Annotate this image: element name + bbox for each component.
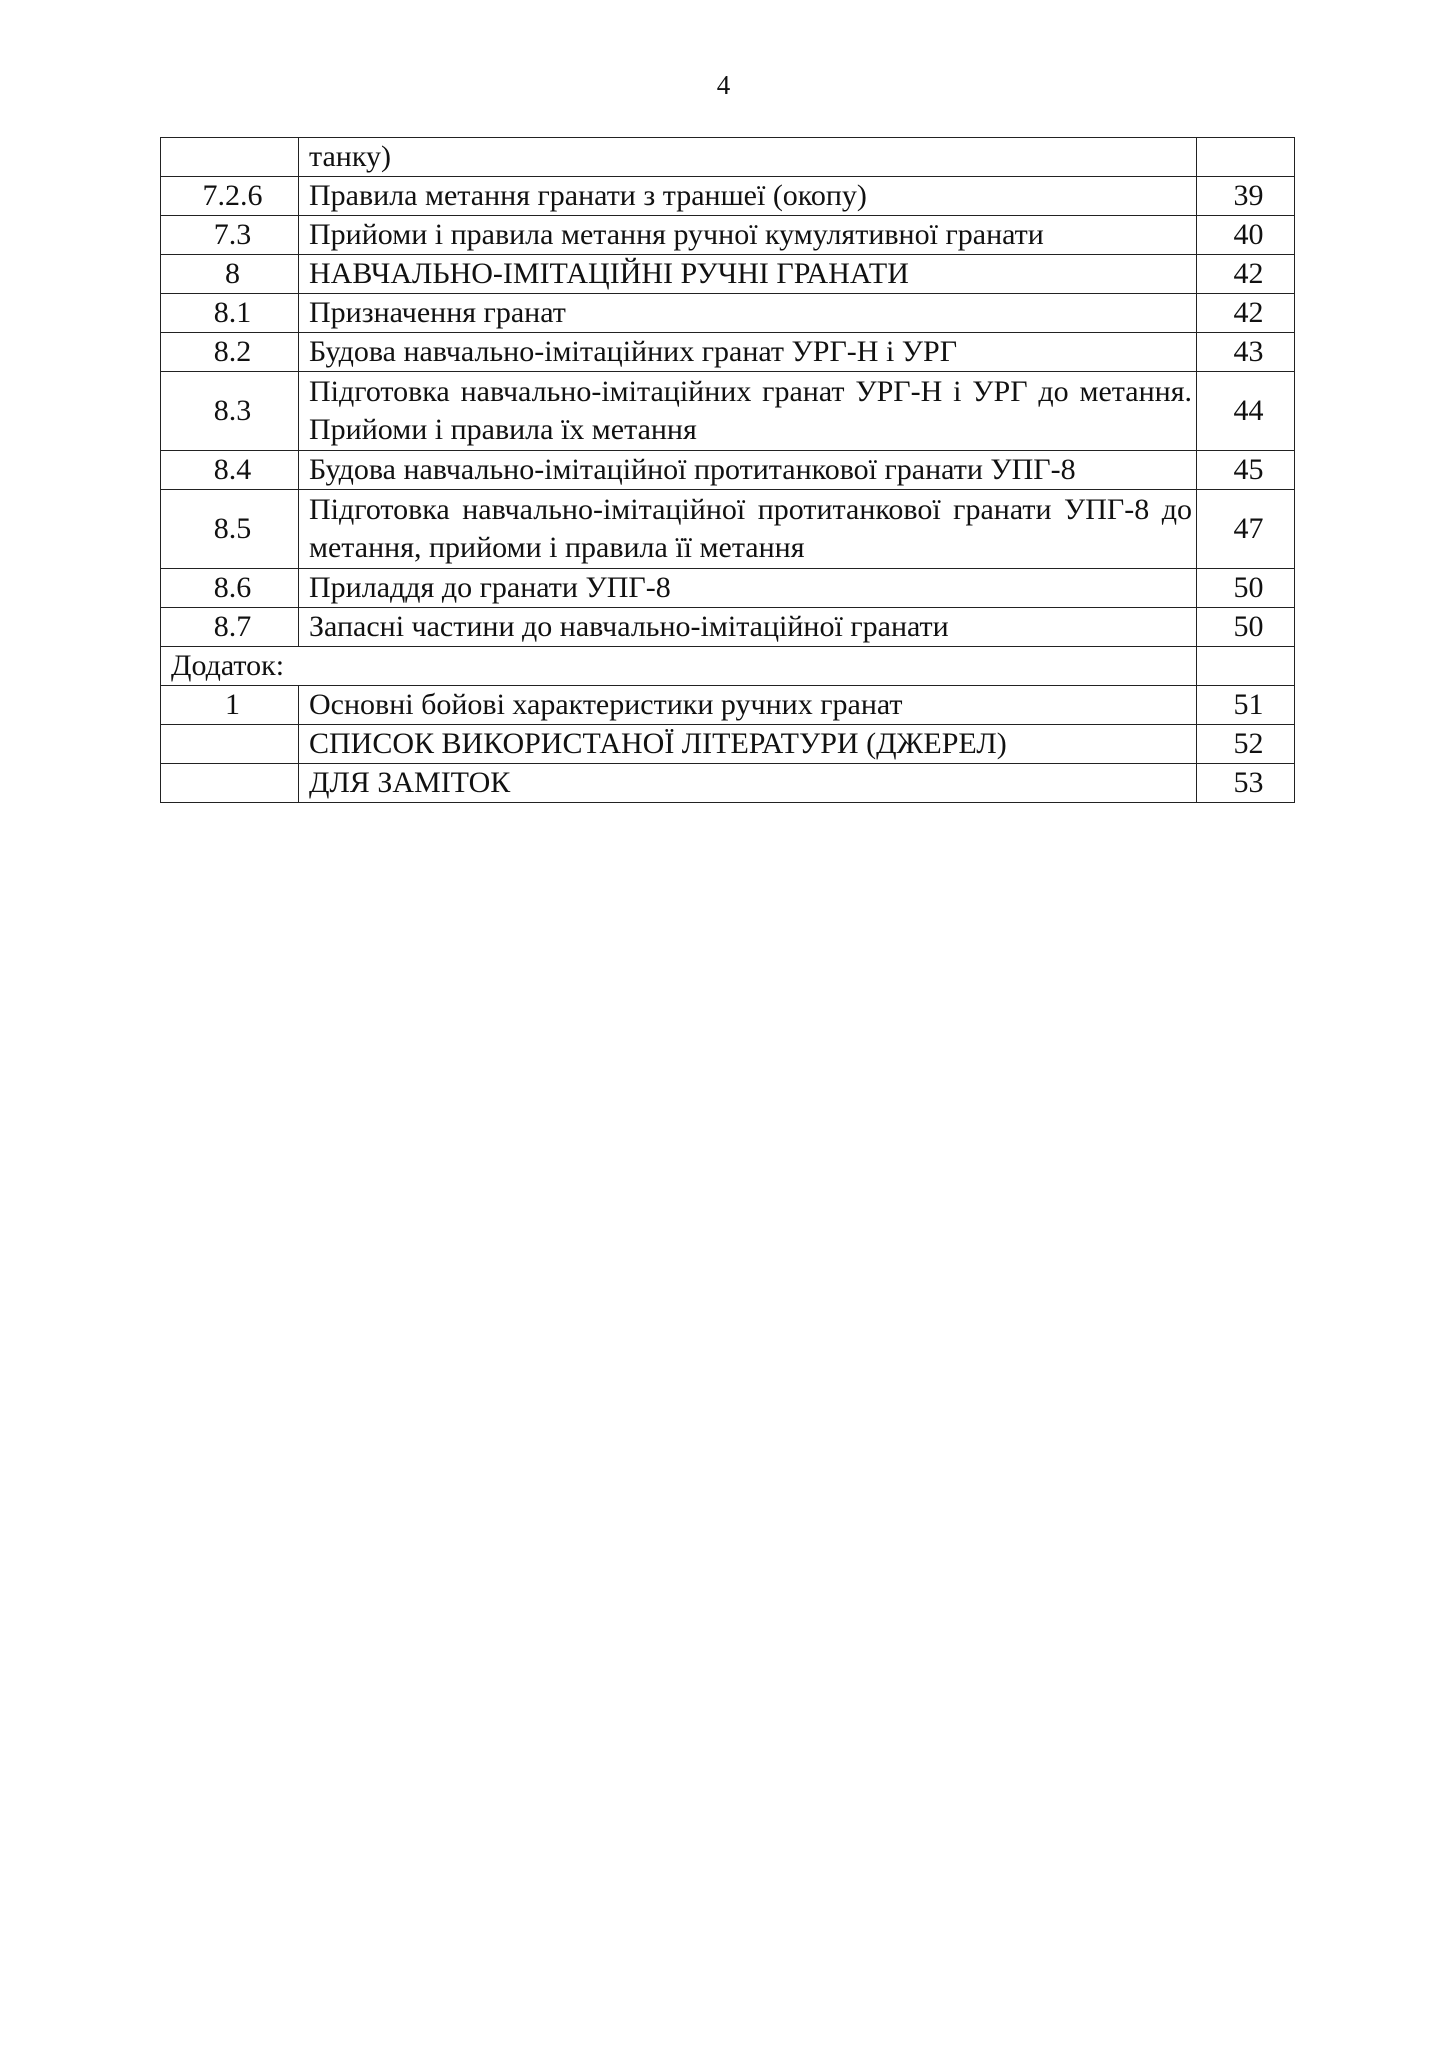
page-ref: 43: [1197, 333, 1295, 372]
toc-row: [161, 333, 1295, 372]
toc-row: [161, 216, 1295, 255]
toc-row: [161, 764, 1295, 803]
section-title: Приладдя до гранати УПГ-8: [299, 569, 1197, 608]
section-number: 8.1: [161, 294, 299, 333]
appendix-label: Додаток:: [161, 647, 1197, 686]
page-ref: 42: [1197, 294, 1295, 333]
page-ref: 45: [1197, 451, 1295, 490]
page-ref: 47: [1197, 490, 1295, 569]
page-ref: 42: [1197, 255, 1295, 294]
section-title: Правила метання гранати з траншеї (окопу): [299, 177, 1197, 216]
page-number: 4: [716, 70, 731, 100]
section-title: Будова навчально-імітаційних гранат УРГ-Н і УРГ: [299, 333, 1197, 372]
toc-row: [161, 490, 1295, 569]
section-number: [161, 725, 299, 764]
page-ref: 44: [1197, 372, 1295, 451]
section-title: Запасні частини до навчально-імітаційної гранати: [299, 608, 1197, 647]
table-of-contents: [160, 137, 1295, 803]
section-title: ДЛЯ ЗАМІТОК: [299, 764, 1197, 803]
page-ref: 40: [1197, 216, 1295, 255]
toc-row: [161, 138, 1295, 177]
toc-row: [161, 725, 1295, 764]
toc-row: [161, 372, 1295, 451]
page-ref: 50: [1197, 569, 1295, 608]
section-title: танку): [299, 138, 1197, 177]
section-title: Будова навчально-імітаційної протитанкової гранати УПГ-8: [299, 451, 1197, 490]
page-ref: 52: [1197, 725, 1295, 764]
toc-row: [161, 608, 1295, 647]
page-ref: 51: [1197, 686, 1295, 725]
page-ref: 39: [1197, 177, 1295, 216]
section-number: 1: [161, 686, 299, 725]
toc-row: [161, 255, 1295, 294]
page-ref: [1197, 138, 1295, 177]
section-number: [161, 764, 299, 803]
toc-row: [161, 686, 1295, 725]
toc-row: [161, 177, 1295, 216]
section-number: 7.2.6: [161, 177, 299, 216]
section-title: Призначення гранат: [299, 294, 1197, 333]
section-title: НАВЧАЛЬНО-ІМІТАЦІЙНІ РУЧНІ ГРАНАТИ: [299, 255, 1197, 294]
section-title: СПИСОК ВИКОРИСТАНОЇ ЛІТЕРАТУРИ (ДЖЕРЕЛ): [299, 725, 1197, 764]
section-number: 7.3: [161, 216, 299, 255]
page-ref: 50: [1197, 608, 1295, 647]
section-title: Підготовка навчально-імітаційних гранат УРГ-Н і УРГ до метання. Прийоми і правила їх метання: [299, 372, 1197, 451]
page-ref: [1197, 647, 1295, 686]
toc-row: [161, 294, 1295, 333]
section-number: 8.5: [161, 490, 299, 569]
section-number: [161, 138, 299, 177]
toc-row: [161, 451, 1295, 490]
section-number: 8.7: [161, 608, 299, 647]
section-title: Підготовка навчально-імітаційної протитанкової гранати УПГ-8 до метання, прийоми і правила її метання: [299, 490, 1197, 569]
section-title: Прийоми і правила метання ручної кумулятивної гранати: [299, 216, 1197, 255]
section-number: 8.3: [161, 372, 299, 451]
section-number: 8: [161, 255, 299, 294]
toc-row: [161, 569, 1295, 608]
section-number: 8.2: [161, 333, 299, 372]
section-title: Основні бойові характеристики ручних гранат: [299, 686, 1197, 725]
appendix-header-row: [161, 647, 1295, 686]
section-number: 8.6: [161, 569, 299, 608]
page-ref: 53: [1197, 764, 1295, 803]
section-number: 8.4: [161, 451, 299, 490]
